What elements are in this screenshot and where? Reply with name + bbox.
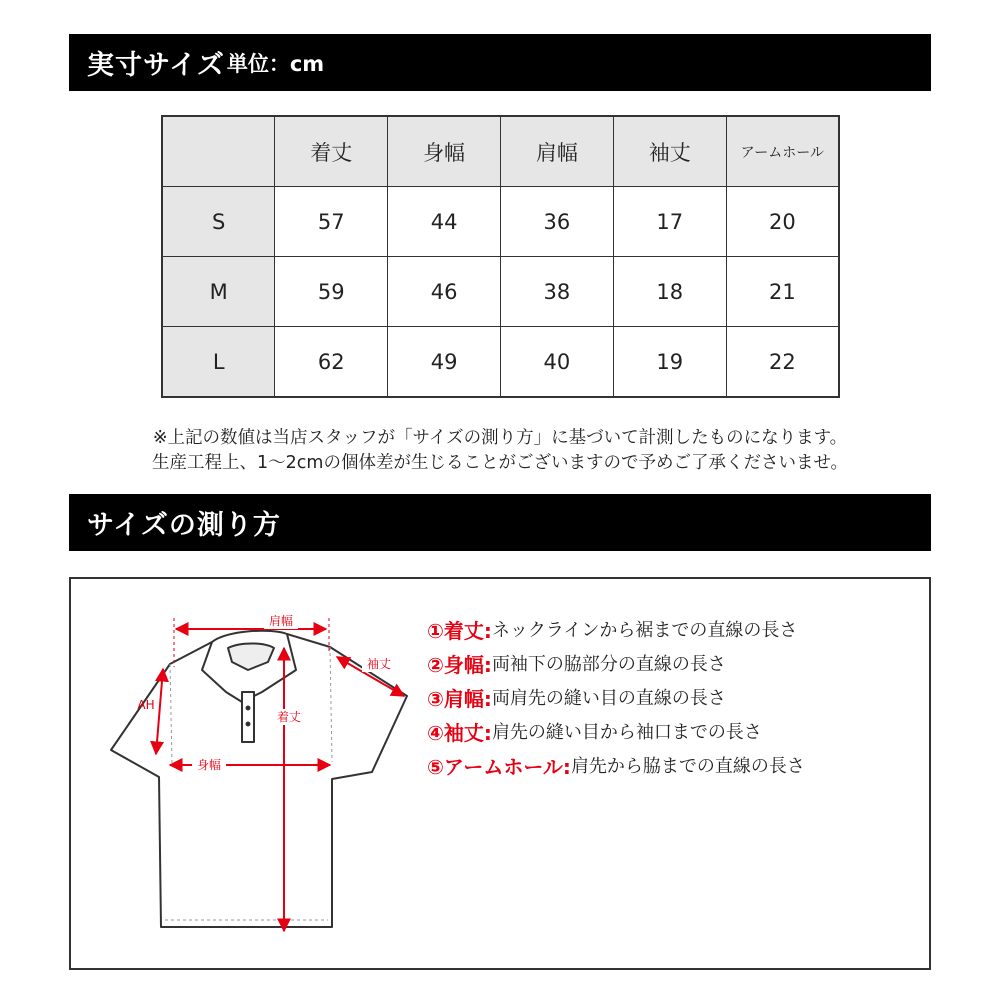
legend-key: ②身幅:: [427, 652, 492, 677]
legend-desc: 肩先の縫い目から袖口までの長さ: [491, 722, 762, 743]
table-cell: 44: [388, 187, 501, 257]
length-label: 着丈: [276, 710, 302, 724]
size-label: S: [162, 187, 275, 257]
legend-desc: ネックラインから裾までの直線の長さ: [491, 620, 798, 641]
chest-label: 身幅: [196, 758, 222, 772]
legend-key: ③肩幅:: [427, 686, 492, 711]
table-corner-cell: [162, 116, 275, 187]
measurement-note: ※上記の数値は当店スタッフが「サイズの測り方」に基づいて計測したものになります。: [152, 428, 848, 448]
size-table-header-row: [162, 116, 839, 187]
size-header-unit: 単位：cm: [226, 51, 325, 76]
legend-desc: 肩先から脇までの直線の長さ: [570, 756, 805, 777]
legend-desc: 両肩先の縫い目の直線の長さ: [491, 688, 726, 709]
table-row: [162, 257, 839, 327]
column-header: 肩幅: [500, 116, 613, 187]
size-table: [161, 115, 840, 398]
table-row: [162, 187, 839, 257]
table-cell: 21: [726, 257, 839, 327]
legend-key: ①着丈:: [427, 618, 492, 643]
shoulder-label: 肩幅: [268, 614, 294, 628]
table-cell: 46: [388, 257, 501, 327]
measure-header-title: サイズの測り方: [87, 510, 281, 541]
table-cell: 36: [500, 187, 613, 257]
legend-item: [427, 680, 805, 714]
tolerance-note: 生産工程上、1〜2cmの個体差が生じることがございますので予めご了承くださいませ。: [152, 453, 848, 473]
legend-key: ⑤アームホール:: [427, 754, 571, 779]
table-cell: 19: [613, 327, 726, 398]
table-cell: 38: [500, 257, 613, 327]
measure-header-bar: [69, 494, 931, 551]
table-cell: 62: [275, 327, 388, 398]
legend-key: ④袖丈:: [427, 720, 492, 745]
button-dot: [246, 722, 251, 727]
legend-item: [427, 646, 805, 680]
table-cell: 49: [388, 327, 501, 398]
table-cell: 59: [275, 257, 388, 327]
table-cell: 57: [275, 187, 388, 257]
size-label: M: [162, 257, 275, 327]
size-label: L: [162, 327, 275, 398]
table-cell: 20: [726, 187, 839, 257]
legend-item: [427, 612, 805, 646]
button-dot: [246, 706, 251, 711]
legend-item: [427, 748, 805, 782]
table-cell: 22: [726, 327, 839, 398]
column-header: 着丈: [275, 116, 388, 187]
table-cell: 18: [613, 257, 726, 327]
table-cell: 40: [500, 327, 613, 398]
column-header: 袖丈: [613, 116, 726, 187]
size-header-bar: [69, 34, 931, 91]
column-header: 身幅: [388, 116, 501, 187]
column-header: アームホール: [726, 116, 839, 187]
legend-item: [427, 714, 805, 748]
armhole-label: AH: [137, 698, 155, 712]
shirt-outline: [111, 631, 407, 927]
measurement-legend: [427, 612, 805, 782]
sleeve-label: 袖丈: [366, 657, 392, 671]
size-header-title: 実寸サイズ: [87, 50, 225, 81]
legend-desc: 両袖下の脇部分の直線の長さ: [491, 654, 726, 675]
table-row: [162, 327, 839, 398]
table-cell: 17: [613, 187, 726, 257]
